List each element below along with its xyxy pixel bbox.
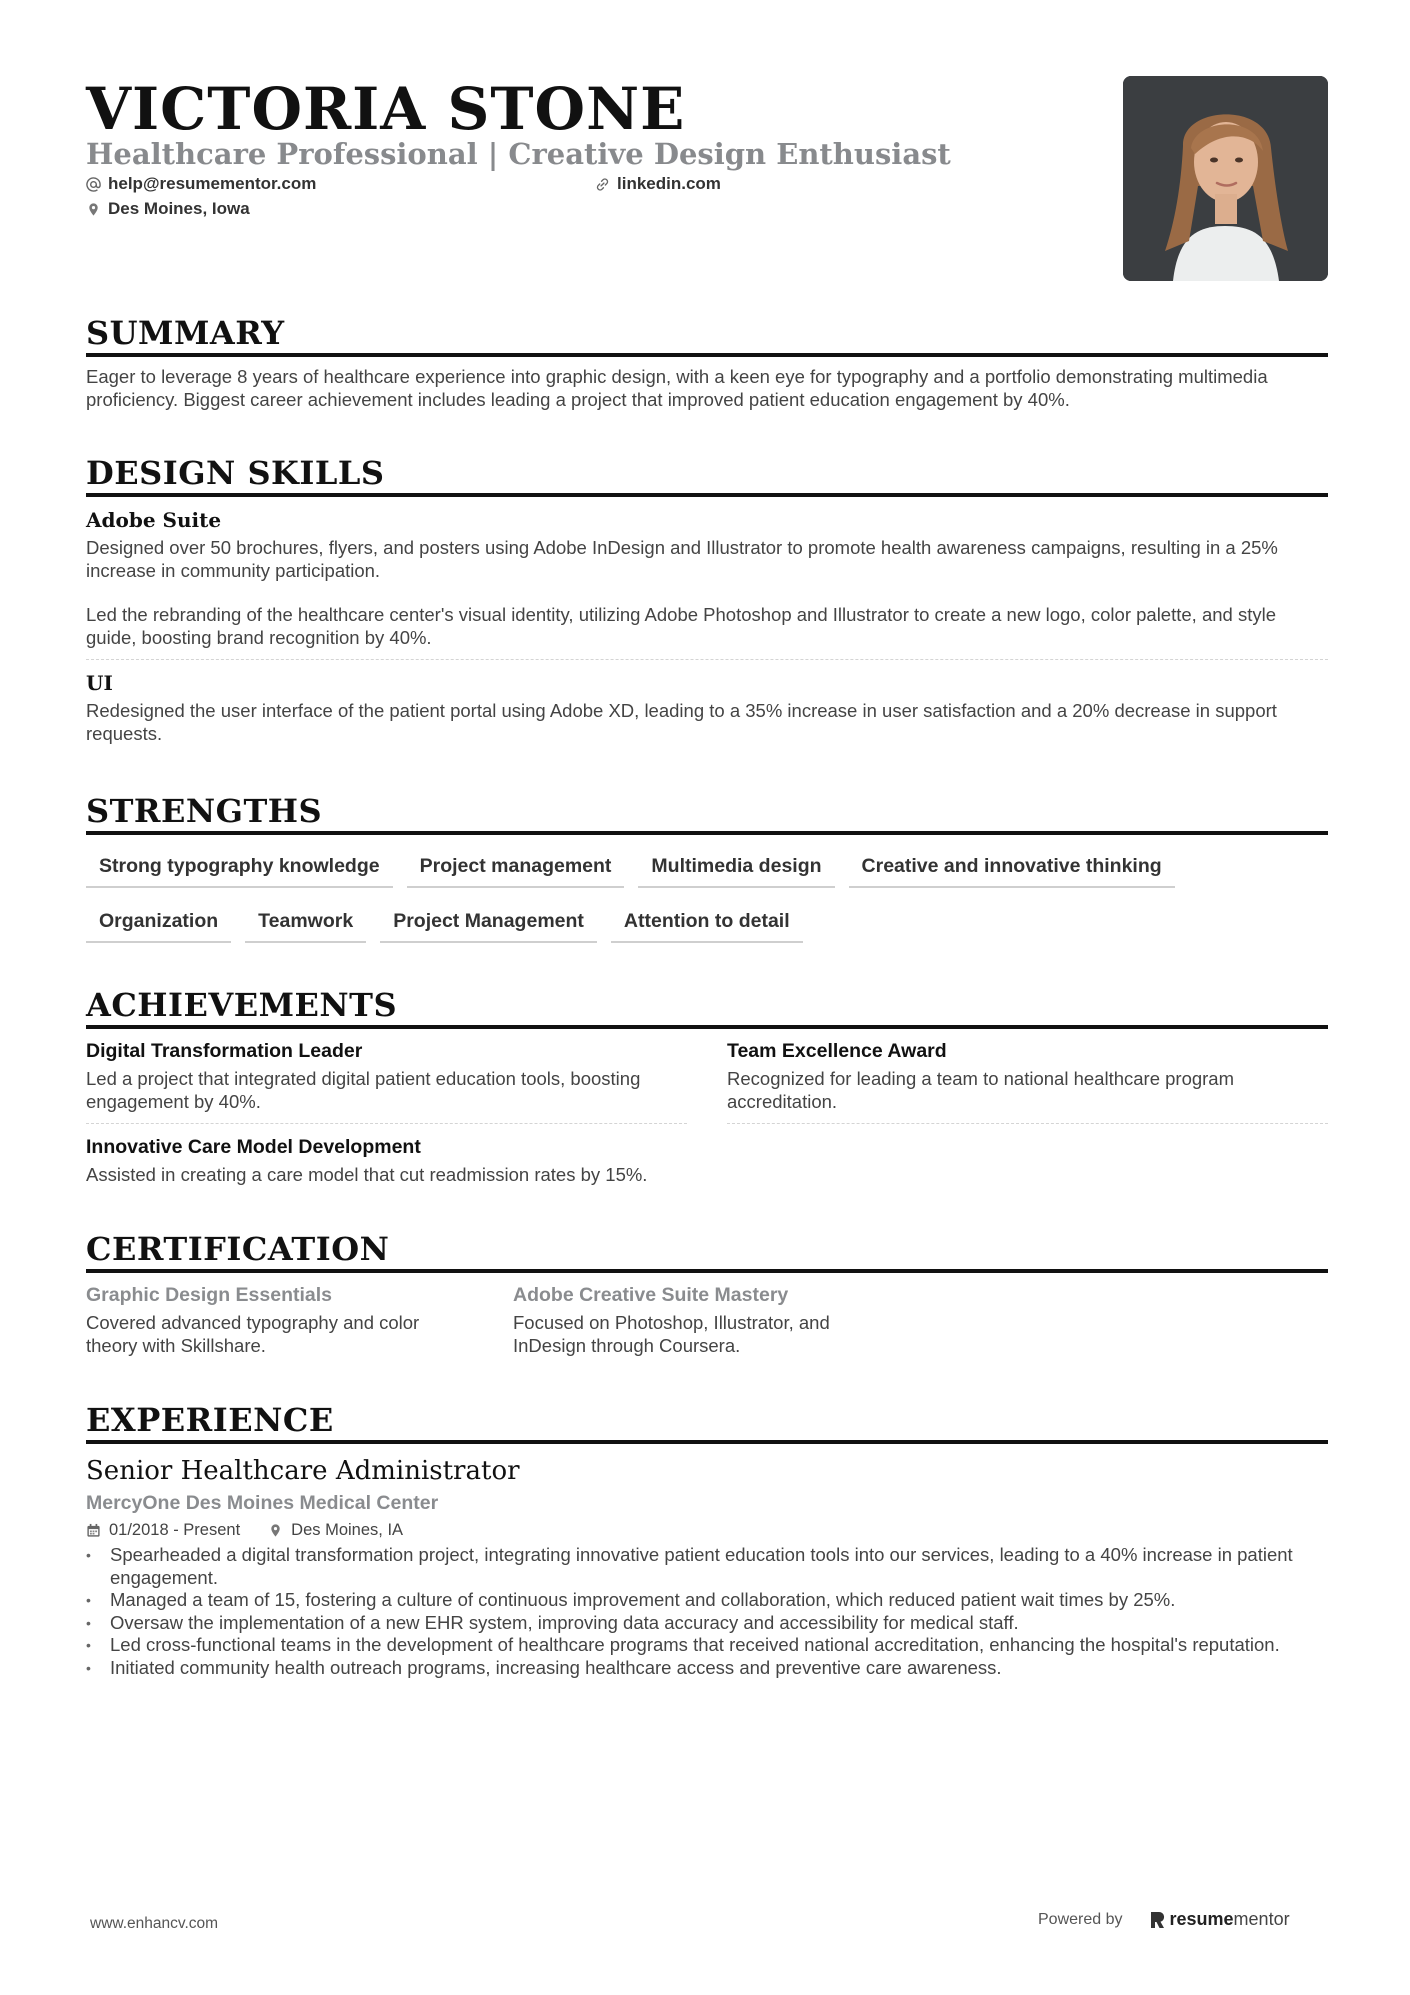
candidate-name: VICTORIA STONE bbox=[86, 75, 686, 143]
location-pin-icon bbox=[86, 202, 101, 217]
job-bullet: • Managed a team of 15, fostering a culture of continuous improvement and collaboration, which reduced patient wait times by 25%. bbox=[86, 1589, 1326, 1612]
skill-item: Designed over 50 brochures, flyers, and posters using Adobe InDesign and Illustrator to promote health awareness campaigns, resulting in a 25% increase in community participation. bbox=[86, 537, 1278, 581]
certification-row bbox=[86, 1283, 1328, 1357]
powered-by-label: Powered by bbox=[1038, 1910, 1123, 1928]
job-bullet: • Led cross-functional teams in the development of healthcare programs that received national accreditation, enhancing the hospital's reputation. bbox=[86, 1634, 1326, 1657]
section-title-strengths: STRENGTHS bbox=[86, 791, 1328, 835]
achievement-text: Recognized for leading a team to national healthcare program accreditation. bbox=[727, 1068, 1235, 1112]
achievements-section bbox=[86, 985, 1328, 1186]
job-location bbox=[268, 1520, 403, 1540]
resumementor-logo-icon bbox=[1149, 1911, 1165, 1929]
at-icon bbox=[86, 177, 101, 192]
portrait-illustration bbox=[1123, 76, 1328, 281]
certification-section bbox=[86, 1229, 1328, 1357]
job-bullet: • Oversaw the implementation of a new EHR system, improving data accuracy and accessibility for medical staff. bbox=[86, 1612, 1326, 1635]
strength-tag: Organization bbox=[86, 904, 231, 943]
calendar-icon bbox=[86, 1523, 101, 1538]
skill-group bbox=[86, 507, 1328, 660]
section-title-experience: EXPERIENCE bbox=[86, 1400, 1328, 1444]
achievement-title: Innovative Care Model Development bbox=[86, 1136, 421, 1158]
certification-item bbox=[513, 1283, 893, 1357]
summary-section bbox=[86, 313, 1328, 411]
job-bullet: • Spearheaded a digital transformation project, integrating innovative patient education tools into our services, leading to a 40% increase in patient engagement. bbox=[86, 1544, 1326, 1589]
design-skills-section bbox=[86, 453, 1328, 745]
location-contact bbox=[86, 199, 250, 219]
footer-branding bbox=[1038, 1909, 1290, 1930]
linkedin-contact[interactable] bbox=[595, 174, 721, 194]
email-text[interactable]: help@resumementor.com bbox=[108, 174, 317, 193]
skill-item: Redesigned the user interface of the patient portal using Adobe XD, leading to a 35% increase in user satisfaction and a 20% decrease in support requests. bbox=[86, 700, 1277, 744]
job-title: Senior Healthcare Administrator bbox=[86, 1456, 520, 1486]
certification-title: Adobe Creative Suite Mastery bbox=[513, 1284, 789, 1306]
strength-tag: Attention to detail bbox=[611, 904, 803, 943]
resumementor-logo[interactable] bbox=[1149, 1909, 1290, 1930]
strength-tag: Strong typography knowledge bbox=[86, 849, 393, 888]
location-text: Des Moines, Iowa bbox=[108, 199, 250, 218]
certification-text: Covered advanced typography and color theory with Skillshare. bbox=[86, 1312, 420, 1356]
section-title-achievements: ACHIEVEMENTS bbox=[86, 985, 1328, 1029]
skill-item: Led the rebranding of the healthcare center's visual identity, utilizing Adobe Photoshop and Illustrator to create a new logo, color palette, and style guide, boosting brand recognition by 40%. bbox=[86, 604, 1276, 648]
strength-tag: Project Management bbox=[380, 904, 597, 943]
experience-section bbox=[86, 1400, 1328, 1679]
skill-group bbox=[86, 670, 1328, 745]
footer-website[interactable]: www.enhancv.com bbox=[90, 1915, 219, 1932]
achievement-item bbox=[86, 1039, 687, 1124]
achievement-text: Led a project that integrated digital patient education tools, boosting engagement by 40%. bbox=[86, 1068, 641, 1112]
job-meta bbox=[86, 1520, 1328, 1540]
link-icon bbox=[595, 177, 610, 192]
skill-group-title: Adobe Suite bbox=[86, 508, 222, 532]
achievement-item bbox=[86, 1135, 687, 1186]
summary-text: Eager to leverage 8 years of healthcare experience into graphic design, with a keen eye for typography and a portfolio demonstrating multimedia proficiency. Biggest career achievement includes leading a project that improved patient education engagement by 40%. bbox=[86, 366, 1268, 410]
achievement-item bbox=[727, 1039, 1328, 1124]
section-title-summary: SUMMARY bbox=[86, 313, 1328, 357]
brand-bold: resume bbox=[1169, 1909, 1234, 1929]
section-title-design-skills: DESIGN SKILLS bbox=[86, 453, 1328, 497]
achievement-title: Digital Transformation Leader bbox=[86, 1040, 363, 1062]
job-dates bbox=[86, 1520, 240, 1540]
strength-tag: Creative and innovative thinking bbox=[849, 849, 1175, 888]
strength-tag: Teamwork bbox=[245, 904, 366, 943]
job-bullets bbox=[86, 1544, 1326, 1679]
achievement-title: Team Excellence Award bbox=[727, 1040, 947, 1062]
profile-photo bbox=[1123, 76, 1328, 281]
job-bullet: • Initiated community health outreach programs, increasing healthcare access and preventive care awareness. bbox=[86, 1657, 1326, 1680]
certification-text: Focused on Photoshop, Illustrator, and InDesign through Coursera. bbox=[513, 1312, 830, 1356]
strengths-section bbox=[86, 791, 1328, 943]
section-title-certification: CERTIFICATION bbox=[86, 1229, 1328, 1273]
candidate-headline: Healthcare Professional | Creative Design Enthusiast bbox=[86, 137, 951, 171]
certification-item bbox=[86, 1283, 466, 1357]
job-dates-text: 01/2018 - Present bbox=[109, 1521, 241, 1539]
email-contact[interactable] bbox=[86, 174, 316, 194]
achievement-text: Assisted in creating a care model that cut readmission rates by 15%. bbox=[86, 1164, 648, 1185]
achievement-row bbox=[86, 1039, 1328, 1124]
job-location-text: Des Moines, IA bbox=[291, 1521, 404, 1539]
strength-tag: Multimedia design bbox=[638, 849, 834, 888]
linkedin-text[interactable]: linkedin.com bbox=[617, 174, 721, 193]
certification-title: Graphic Design Essentials bbox=[86, 1284, 333, 1306]
strength-tags bbox=[86, 849, 1186, 943]
brand-rest: mentor bbox=[1233, 1909, 1290, 1929]
location-pin-icon bbox=[268, 1523, 283, 1538]
company-name: MercyOne Des Moines Medical Center bbox=[86, 1492, 439, 1514]
skill-group-title: UI bbox=[86, 671, 113, 695]
strength-tag: Project management bbox=[407, 849, 625, 888]
